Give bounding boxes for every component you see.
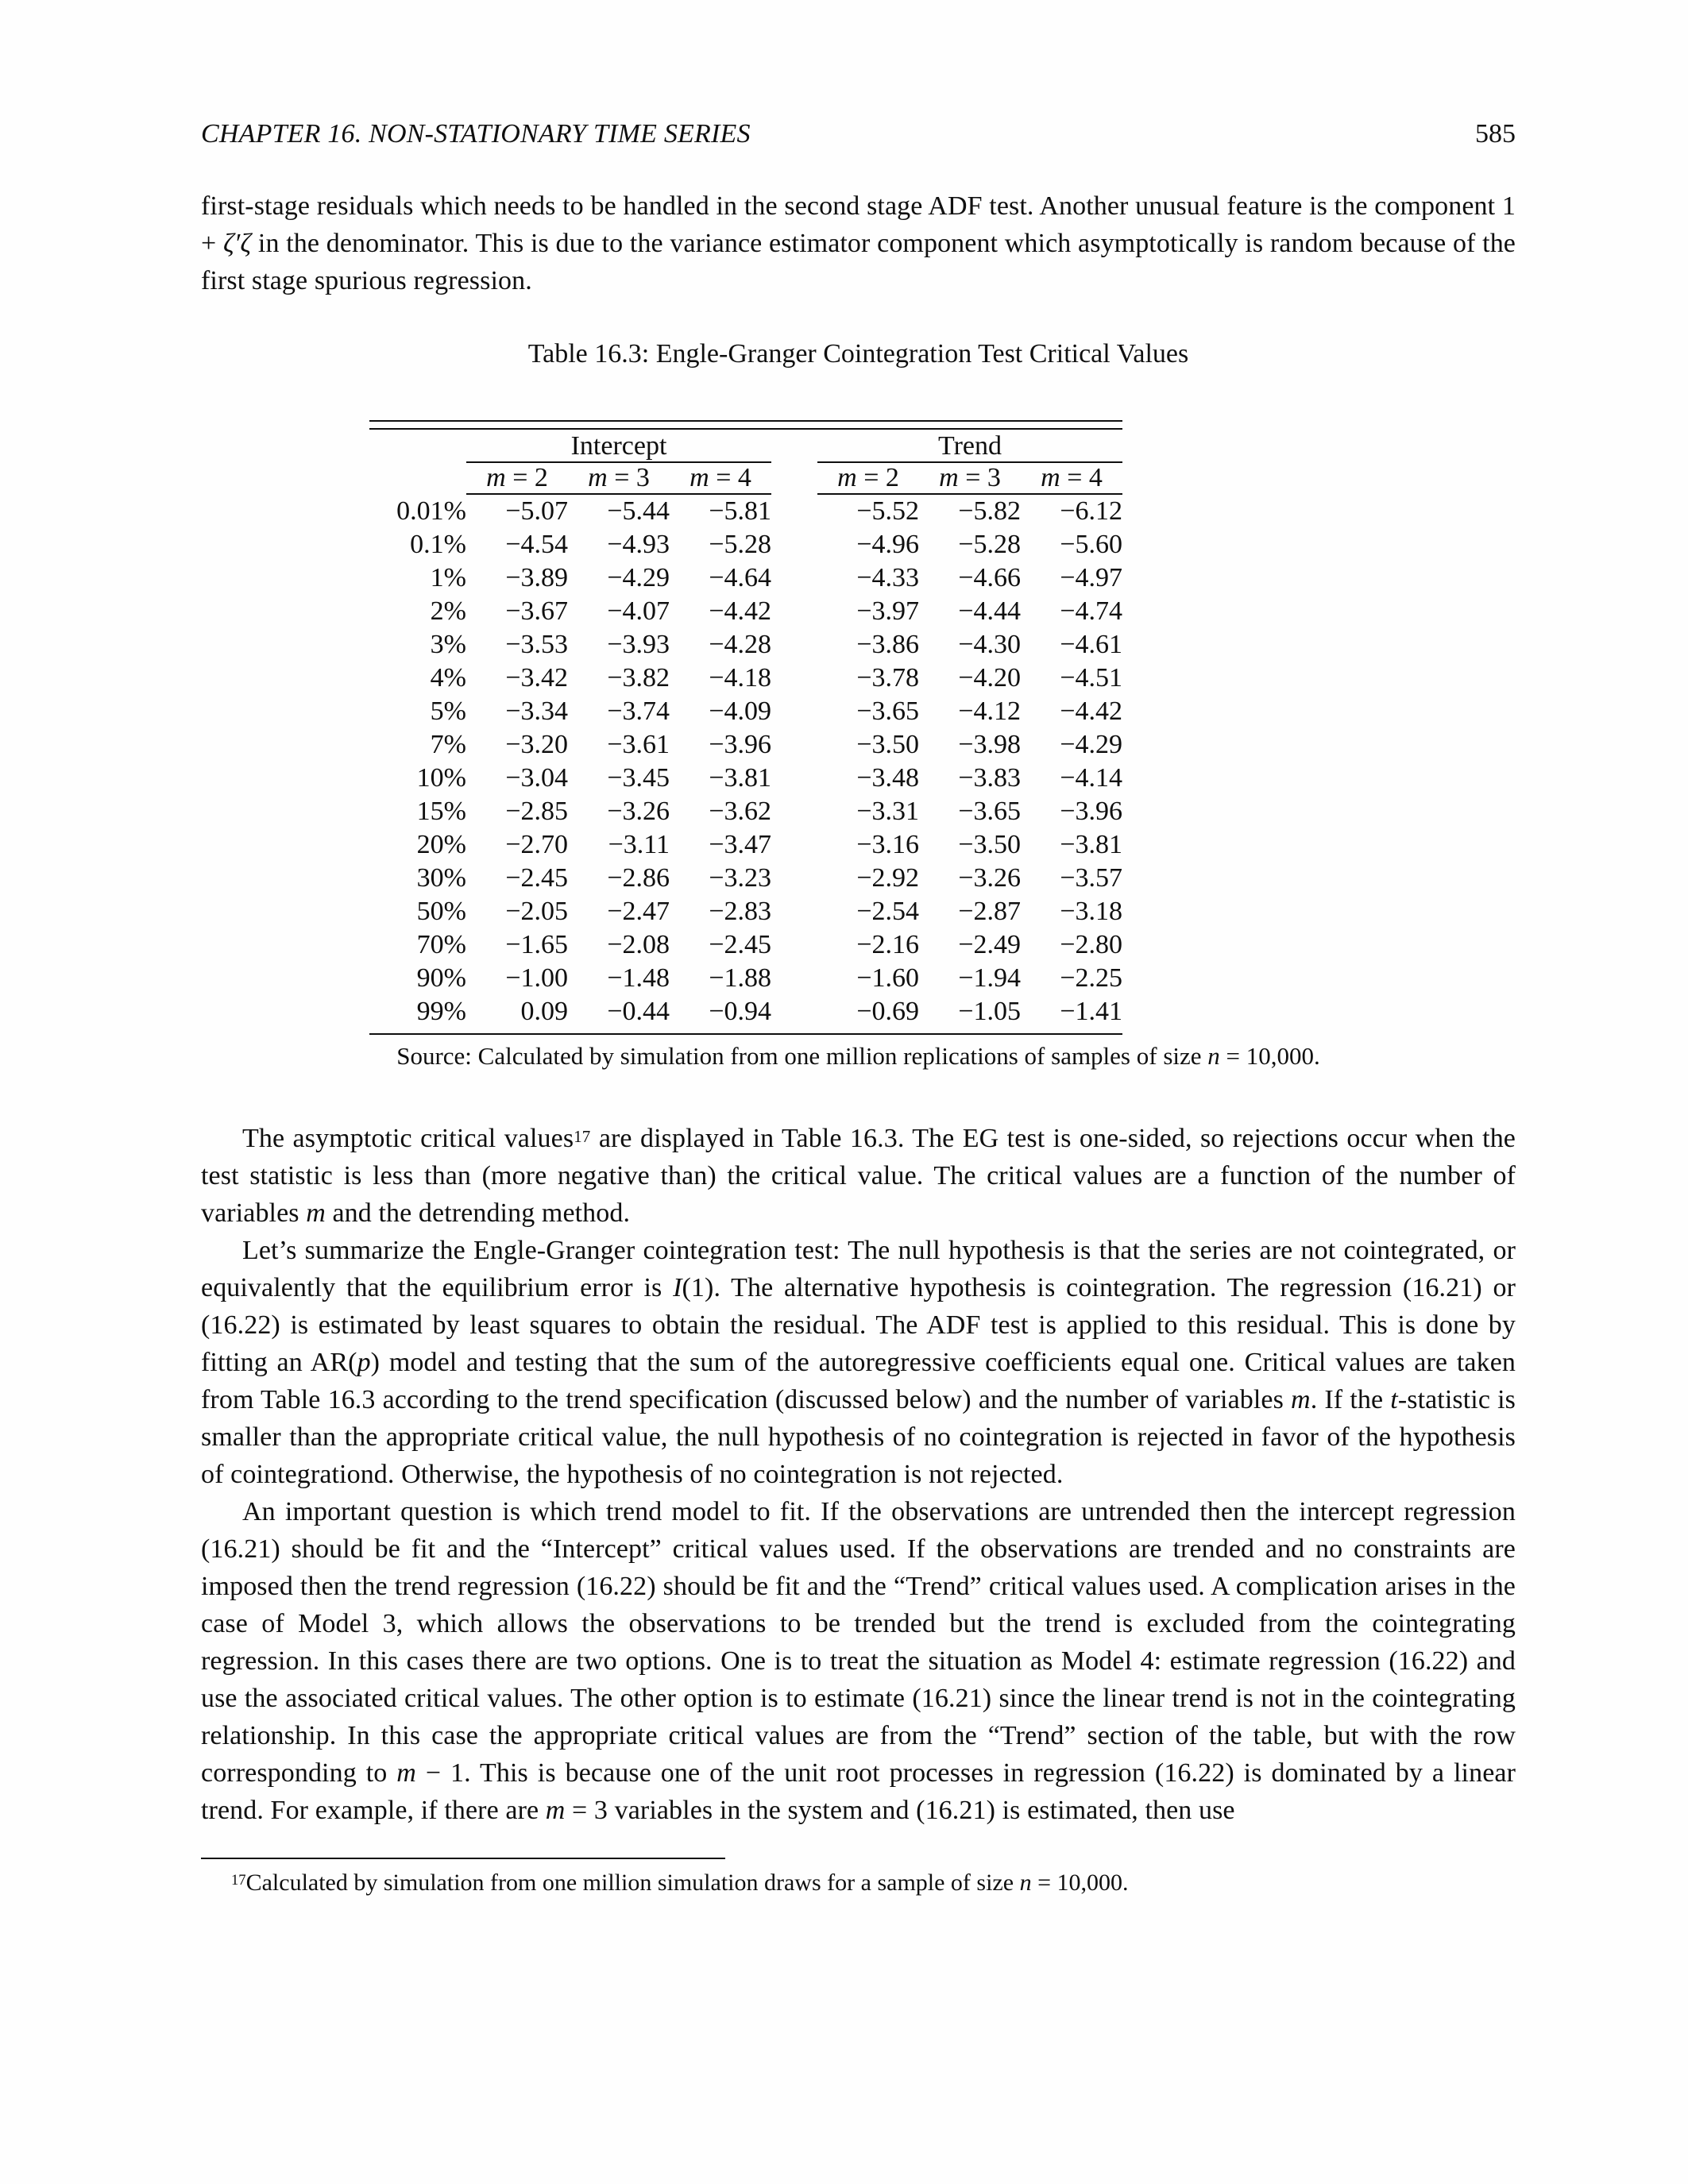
trend-m3-value: −4.30	[958, 630, 1021, 659]
trend-m3-value: −3.83	[958, 763, 1021, 793]
percentile-label: 30%	[416, 863, 466, 893]
table-row	[369, 628, 1122, 662]
group-gap	[771, 862, 817, 895]
percentile-label: 2%	[430, 596, 466, 626]
intercept-m2-value: −3.04	[505, 763, 568, 793]
intercept-m3-value: −3.82	[607, 663, 670, 693]
intercept-m3-value: −2.47	[607, 897, 670, 926]
intercept-m4-value: −4.09	[709, 696, 771, 726]
paragraph-trend-model: An important question is which trend model to fit. If the observations are untrended then the intercept regression (16.21) should be fit and the “Intercept” critical values used. If the observations are trended and no constraints are imposed then the trend regression (16.22) should be fit and the “Trend” critical values used. A complication arises in the case of Model 3, which allows the observations to be trended but the trend is excluded from the cointegrating regression. In this cases there are two options. One is to treat the situation as Model 4: estimate regression (16.22) and use the associated critical values. The other option is to estimate (16.21) since the linear trend is not in the cointegrating relationship. In this case the appropriate critical values are from the “Trend” section of the table, but with the row corresponding to m − 1. This is because one of the unit root processes in regression (16.22) is dominated by a linear trend. For example, if there are m = 3 variables in the system and (16.21) is estimated, then use	[201, 1497, 1516, 1825]
intercept-m3-value: −3.93	[607, 630, 670, 659]
group-gap	[771, 628, 817, 662]
table-source-note: Source: Calculated by simulation from one million replications of samples of size n = 10,000.	[396, 1042, 1320, 1070]
trend-m3-value: −2.87	[958, 897, 1021, 926]
intercept-m4-value: −3.96	[709, 730, 771, 759]
trend-m4-value: −2.80	[1060, 930, 1122, 959]
trend-m3-value: −2.49	[958, 930, 1021, 959]
table-bottom-rule	[369, 1033, 1122, 1035]
running-head	[201, 119, 1516, 149]
intercept-m2-header: m = 2	[466, 462, 568, 494]
intercept-m2-value: −3.20	[505, 730, 568, 759]
group-gap	[771, 561, 817, 595]
trend-m4-value: −2.25	[1060, 963, 1122, 993]
intercept-m4-value: −1.88	[709, 963, 771, 993]
intercept-m4-value: −4.64	[709, 563, 771, 592]
trend-m2-value: −4.96	[856, 530, 919, 559]
group-gap	[771, 762, 817, 795]
trend-group-header: Trend	[817, 431, 1122, 462]
intercept-m3-value: −4.93	[607, 530, 670, 559]
percentile-label: 0.01%	[396, 496, 466, 526]
critical-values-table	[369, 420, 1122, 1035]
table-row	[369, 928, 1122, 962]
column-header-row	[369, 462, 1122, 494]
percentile-label: 10%	[416, 763, 466, 793]
percentile-label: 50%	[416, 897, 466, 926]
critical-values-body	[369, 494, 1122, 1033]
footnote-rule	[201, 1858, 725, 1859]
percentile-label: 7%	[430, 730, 466, 759]
footnote-text: $^{17}$Calculated by simulation from one million simulation draws for a sample of size n = 10,000.	[231, 1870, 1129, 1896]
group-gap	[771, 795, 817, 828]
percentile-label: 4%	[430, 663, 466, 693]
table-row	[369, 595, 1122, 628]
percentile-label: 15%	[416, 797, 466, 826]
intercept-m4-value: −4.28	[709, 630, 771, 659]
percentile-label: 0.1%	[410, 530, 466, 559]
intercept-m3-header: m = 3	[568, 462, 670, 494]
table-row	[369, 895, 1122, 928]
group-gap	[771, 728, 817, 762]
intercept-m2-value: −3.34	[505, 696, 568, 726]
empty-corner-cell	[369, 462, 466, 494]
intercept-m3-value: −4.07	[607, 596, 670, 626]
intercept-m4-value: −3.23	[709, 863, 771, 893]
trend-m3-value: −1.05	[958, 997, 1021, 1026]
trend-m4-value: −1.41	[1060, 997, 1122, 1026]
intercept-m4-value: −3.81	[709, 763, 771, 793]
table-row	[369, 762, 1122, 795]
intercept-m2-value: −2.70	[505, 830, 568, 859]
table-row	[369, 795, 1122, 828]
table-row	[369, 494, 1122, 528]
group-gap	[771, 962, 817, 995]
trend-m3-value: −5.82	[958, 496, 1021, 526]
trend-m2-value: −1.60	[856, 963, 919, 993]
group-gap	[771, 928, 817, 962]
trend-m3-value: −4.66	[958, 563, 1021, 592]
intercept-m4-header: m = 4	[670, 462, 771, 494]
intercept-m4-value: −5.81	[709, 496, 771, 526]
intercept-m4-value: −2.45	[709, 930, 771, 959]
intercept-m2-value: −2.85	[505, 797, 568, 826]
intercept-m2-value: −3.53	[505, 630, 568, 659]
intercept-m3-value: −2.08	[607, 930, 670, 959]
percentile-label: 5%	[430, 696, 466, 726]
intercept-m4-value: −2.83	[709, 897, 771, 926]
trend-m2-value: −4.33	[856, 563, 919, 592]
trend-m2-value: −2.16	[856, 930, 919, 959]
table-row	[369, 828, 1122, 862]
table-row	[369, 728, 1122, 762]
trend-m2-value: −5.52	[856, 496, 919, 526]
trend-m4-value: −5.60	[1060, 530, 1122, 559]
trend-m3-value: −3.98	[958, 730, 1021, 759]
intercept-m2-value: −1.65	[505, 930, 568, 959]
intercept-m4-value: −4.18	[709, 663, 771, 693]
table-row	[369, 862, 1122, 895]
percentile-label: 70%	[416, 930, 466, 959]
percentile-label: 1%	[430, 563, 466, 592]
trend-m3-value: −4.12	[958, 696, 1021, 726]
intercept-m3-value: −3.45	[607, 763, 670, 793]
group-gap	[771, 494, 817, 528]
group-gap	[771, 995, 817, 1033]
table-row	[369, 995, 1122, 1033]
trend-m4-value: −3.18	[1060, 897, 1122, 926]
page-number: 585	[1475, 119, 1516, 149]
intercept-m4-value: −3.47	[709, 830, 771, 859]
trend-m4-header: m = 4	[1021, 462, 1122, 494]
intercept-m3-value: −5.44	[607, 496, 670, 526]
intercept-m3-value: −3.11	[608, 830, 670, 859]
intercept-m3-value: −1.48	[607, 963, 670, 993]
trend-m3-value: −3.65	[958, 797, 1021, 826]
group-gap	[771, 895, 817, 928]
percentile-label: 20%	[416, 830, 466, 859]
trend-m2-value: −3.31	[856, 797, 919, 826]
trend-m4-value: −4.51	[1060, 663, 1122, 693]
table-header	[369, 431, 1122, 494]
trend-m2-value: −0.69	[856, 997, 919, 1026]
intercept-m3-value: −3.61	[607, 730, 670, 759]
trend-m4-value: −6.12	[1060, 496, 1122, 526]
intercept-m3-value: −4.29	[607, 563, 670, 592]
intercept-m2-value: 0.09	[520, 997, 568, 1026]
trend-m2-value: −3.50	[856, 730, 919, 759]
paragraph-summary: Let’s summarize the Engle-Granger cointegration test: The null hypothesis is that the series are not cointegrated, or equivalently that the equilibrium error is I(1). The alternative hypothesis is cointegration. The regression (16.21) or (16.22) is estimated by least squares to obtain the residual. The ADF test is applied to this residual. This is done by fitting an AR(p) model and testing that the sum of the autoregressive coefficients equal one. Critical values are taken from Table 16.3 according to the trend specification (discussed below) and the number of variables m. If the t-statistic is smaller than the appropriate critical value, the null hypothesis of no cointegration is rejected in favor of the hypothesis of cointegrationd. Otherwise, the hypothesis of no cointegration is not rejected.	[201, 1236, 1516, 1489]
trend-m3-value: −3.50	[958, 830, 1021, 859]
intercept-m2-value: −2.45	[505, 863, 568, 893]
trend-m2-value: −3.97	[856, 596, 919, 626]
intercept-m3-value: −3.26	[607, 797, 670, 826]
table-top-double-rule	[369, 420, 1122, 430]
footnote-block	[201, 1858, 1516, 1899]
group-header-row	[369, 431, 1122, 462]
table-title: Table 16.3: Engle-Granger Cointegration Test Critical Values	[527, 339, 1189, 369]
trend-m2-value: −2.92	[856, 863, 919, 893]
trend-m2-value: −3.65	[856, 696, 919, 726]
percentile-label: 90%	[416, 963, 466, 993]
group-gap	[771, 828, 817, 862]
intercept-m2-value: −1.00	[505, 963, 568, 993]
intercept-m4-value: −3.62	[709, 797, 771, 826]
trend-m2-header: m = 2	[817, 462, 919, 494]
trend-m3-value: −1.94	[958, 963, 1021, 993]
intercept-m2-value: −4.54	[505, 530, 568, 559]
intercept-m3-value: −3.74	[607, 696, 670, 726]
trend-m3-value: −5.28	[958, 530, 1021, 559]
intercept-m4-value: −0.94	[709, 997, 771, 1026]
group-gap	[771, 695, 817, 728]
trend-m4-value: −4.61	[1060, 630, 1122, 659]
intercept-m3-value: −0.44	[607, 997, 670, 1026]
trend-m3-value: −3.26	[958, 863, 1021, 893]
trend-m2-value: −2.54	[856, 897, 919, 926]
trend-m3-header: m = 3	[919, 462, 1021, 494]
trend-m4-value: −4.29	[1060, 730, 1122, 759]
intercept-m2-value: −2.05	[505, 897, 568, 926]
intercept-m2-value: −3.67	[505, 596, 568, 626]
intercept-group-header: Intercept	[466, 431, 771, 462]
trend-m4-value: −3.96	[1060, 797, 1122, 826]
intercept-m4-value: −5.28	[709, 530, 771, 559]
percentile-label: 3%	[430, 630, 466, 659]
table-row	[369, 962, 1122, 995]
group-gap	[771, 462, 817, 494]
group-gap	[771, 662, 817, 695]
empty-corner-cell	[369, 431, 466, 462]
trend-m2-value: −3.86	[856, 630, 919, 659]
intercept-m3-value: −2.86	[607, 863, 670, 893]
trend-m3-value: −4.20	[958, 663, 1021, 693]
table-row	[369, 561, 1122, 595]
intercept-m2-value: −3.42	[505, 663, 568, 693]
trend-m4-value: −3.81	[1060, 830, 1122, 859]
percentile-label: 99%	[416, 997, 466, 1026]
text-block	[201, 119, 1516, 1899]
paragraph-intro: first-stage residuals which needs to be handled in the second stage ADF test. Another unusual feature is the component 1 + ζ′ζ in the denominator. This is due to the variance estimator component which asymptotically is random because of the first stage spurious regression.	[201, 191, 1516, 295]
paragraph-critical-values: The asymptotic critical values$^{17}$ are displayed in Table 16.3. The EG test is one-sided, so rejections occur when the test statistic is less than (more negative than) the critical value. The critical values are a function of the number of variables m and the detrending method.	[201, 1124, 1516, 1228]
chapter-title: CHAPTER 16. NON-STATIONARY TIME SERIES	[201, 119, 751, 149]
trend-m4-value: −4.14	[1060, 763, 1122, 793]
table-row	[369, 528, 1122, 561]
table-row	[369, 662, 1122, 695]
trend-m2-value: −3.78	[856, 663, 919, 693]
group-gap	[771, 595, 817, 628]
table-row	[369, 695, 1122, 728]
trend-m4-value: −4.74	[1060, 596, 1122, 626]
trend-m4-value: −3.57	[1060, 863, 1122, 893]
intercept-m4-value: −4.42	[709, 596, 771, 626]
trend-m3-value: −4.44	[958, 596, 1021, 626]
trend-m2-value: −3.16	[856, 830, 919, 859]
intercept-m2-value: −5.07	[505, 496, 568, 526]
trend-m2-value: −3.48	[856, 763, 919, 793]
trend-m4-value: −4.97	[1060, 563, 1122, 592]
intercept-m2-value: −3.89	[505, 563, 568, 592]
group-gap	[771, 528, 817, 561]
trend-m4-value: −4.42	[1060, 696, 1122, 726]
group-gap	[771, 431, 817, 462]
